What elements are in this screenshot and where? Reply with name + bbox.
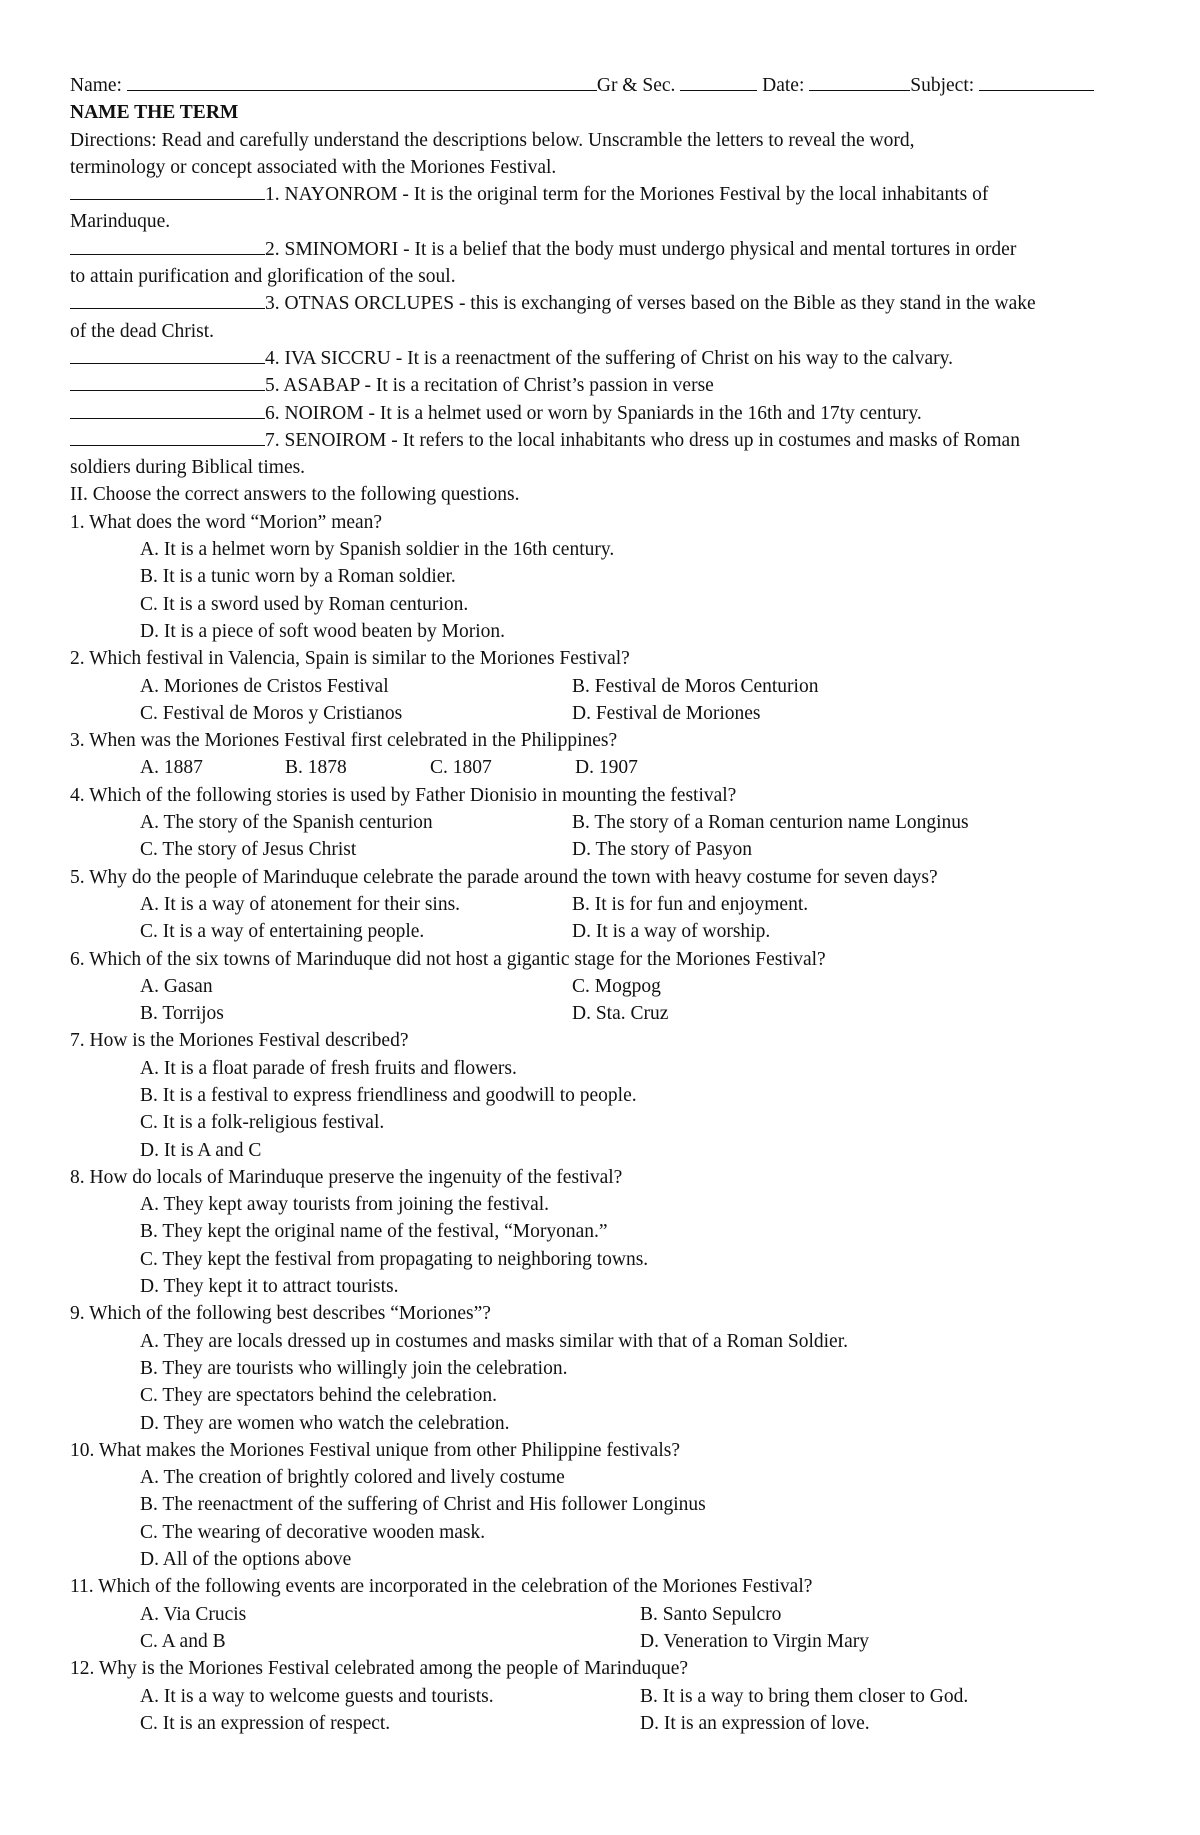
option-d[interactable]: D. All of the options above bbox=[140, 1549, 352, 1571]
term-item-3 bbox=[70, 290, 1135, 317]
option-c[interactable]: C. It is a folk-religious festival. bbox=[140, 1112, 385, 1134]
options-row bbox=[70, 918, 1135, 945]
option-d[interactable]: D. It is a way of worship. bbox=[572, 921, 771, 943]
name-blank[interactable] bbox=[127, 73, 597, 91]
option-c[interactable]: C. It is a way of entertaining people. bbox=[140, 921, 425, 943]
option-d[interactable]: D. It is a piece of soft wood beaten by Morion. bbox=[140, 620, 505, 642]
option-c[interactable]: C. The wearing of decorative wooden mask. bbox=[140, 1521, 486, 1543]
subject-blank[interactable] bbox=[979, 73, 1094, 91]
options-row bbox=[70, 1601, 1135, 1628]
question-12: 12. Why is the Moriones Festival celebrated among the people of Marinduque? bbox=[70, 1658, 689, 1680]
option-c[interactable]: C. A and B bbox=[140, 1630, 226, 1652]
option-a[interactable]: A. Moriones de Cristos Festival bbox=[140, 675, 389, 697]
part1-title: NAME THE TERM bbox=[70, 102, 239, 124]
term-item-text: 7. SENOIROM - It refers to the local inhabitants who dress up in costumes and masks of Roman bbox=[265, 429, 1020, 451]
option-b[interactable]: B. Torrijos bbox=[140, 1003, 224, 1025]
option-b[interactable]: B. It is a tunic worn by a Roman soldier. bbox=[140, 566, 456, 588]
question-4: 4. Which of the following stories is used by Father Dionisio in mounting the festival? bbox=[70, 784, 737, 806]
term-item-text: 2. SMINOMORI - It is a belief that the body must undergo physical and mental tortures in order bbox=[265, 238, 1017, 260]
option-c[interactable]: C. It is a sword used by Roman centurion. bbox=[140, 593, 469, 615]
worksheet-page bbox=[70, 72, 1135, 1737]
option-b[interactable]: B. The reenactment of the suffering of Christ and His follower Longinus bbox=[140, 1494, 706, 1516]
option-a[interactable]: A. It is a helmet worn by Spanish soldier in the 16th century. bbox=[140, 539, 615, 561]
answer-blank[interactable] bbox=[70, 428, 265, 446]
question-1: 1. What does the word “Morion” mean? bbox=[70, 511, 383, 533]
option-a[interactable]: A. The story of the Spanish centurion bbox=[140, 812, 433, 834]
option-c[interactable]: C. They kept the festival from propagating to neighboring towns. bbox=[140, 1248, 649, 1270]
option-b[interactable]: B. It is a festival to express friendliness and goodwill to people. bbox=[140, 1084, 637, 1106]
question-11: 11. Which of the following events are incorporated in the celebration of the Moriones Festival? bbox=[70, 1576, 813, 1598]
option-a[interactable]: A. Gasan bbox=[140, 975, 213, 997]
answer-blank[interactable] bbox=[70, 291, 265, 309]
term-item-3-cont: of the dead Christ. bbox=[70, 320, 215, 342]
option-b[interactable]: B. They kept the original name of the festival, “Moryonan.” bbox=[140, 1221, 608, 1243]
options-row bbox=[70, 1683, 1135, 1710]
options-row bbox=[70, 836, 1135, 863]
term-item-text: 1. NAYONROM - It is the original term for the Moriones Festival by the local inhabitants of bbox=[265, 184, 989, 206]
option-a[interactable]: A. They are locals dressed up in costumes and masks similar with that of a Roman Soldier. bbox=[140, 1330, 849, 1352]
option-a[interactable]: A. Via Crucis bbox=[140, 1603, 247, 1625]
option-d[interactable]: D. Veneration to Virgin Mary bbox=[640, 1630, 870, 1652]
option-d[interactable]: D. 1907 bbox=[575, 757, 638, 779]
option-b[interactable]: B. Santo Sepulcro bbox=[640, 1603, 782, 1625]
option-c[interactable]: C. Festival de Moros y Cristianos bbox=[140, 702, 403, 724]
option-a[interactable]: A. 1887 bbox=[140, 757, 203, 779]
option-d[interactable]: D. Sta. Cruz bbox=[572, 1003, 669, 1025]
term-item-6 bbox=[70, 400, 1135, 427]
options-row bbox=[70, 973, 1135, 1000]
options-row bbox=[70, 700, 1135, 727]
question-6: 6. Which of the six towns of Marinduque did not host a gigantic stage for the Moriones Festival? bbox=[70, 948, 826, 970]
option-c[interactable]: C. It is an expression of respect. bbox=[140, 1712, 391, 1734]
option-c[interactable]: C. Mogpog bbox=[572, 975, 661, 997]
option-c[interactable]: C. 1807 bbox=[430, 757, 492, 779]
grsec-blank[interactable] bbox=[680, 73, 757, 91]
options-row bbox=[70, 891, 1135, 918]
date-blank[interactable] bbox=[809, 73, 910, 91]
subject-label: Subject: bbox=[910, 75, 975, 96]
option-d[interactable]: D. It is an expression of love. bbox=[640, 1712, 870, 1734]
option-d[interactable]: D. It is A and C bbox=[140, 1139, 262, 1161]
term-item-5 bbox=[70, 372, 1135, 399]
term-item-text: 6. NOIROM - It is a helmet used or worn by Spaniards in the 16th and 17ty century. bbox=[265, 402, 922, 424]
term-item-2 bbox=[70, 236, 1135, 263]
options-row bbox=[70, 673, 1135, 700]
question-5: 5. Why do the people of Marinduque celebrate the parade around the town with heavy costume for seven days? bbox=[70, 866, 938, 888]
options-row bbox=[70, 1628, 1135, 1655]
options-row bbox=[70, 1710, 1135, 1737]
question-8: 8. How do locals of Marinduque preserve the ingenuity of the festival? bbox=[70, 1166, 623, 1188]
option-a[interactable]: A. It is a way to welcome guests and tourists. bbox=[140, 1685, 494, 1707]
grsec-label: Gr & Sec. bbox=[596, 75, 676, 96]
option-a[interactable]: A. The creation of brightly colored and lively costume bbox=[140, 1467, 565, 1489]
term-item-1-cont: Marinduque. bbox=[70, 211, 171, 233]
part2-title: II. Choose the correct answers to the following questions. bbox=[70, 484, 520, 506]
question-9: 9. Which of the following best describes “Moriones”? bbox=[70, 1303, 491, 1325]
option-d[interactable]: D. Festival de Moriones bbox=[572, 702, 761, 724]
option-b[interactable]: B. It is a way to bring them closer to God. bbox=[640, 1685, 969, 1707]
term-item-7 bbox=[70, 427, 1135, 454]
directions-line-1: Directions: Read and carefully understand the descriptions below. Unscramble the letters to reveal the word, bbox=[70, 129, 915, 151]
options-row bbox=[70, 1000, 1135, 1027]
directions-line-2: terminology or concept associated with the Moriones Festival. bbox=[70, 156, 557, 178]
term-item-text: 5. ASABAP - It is a recitation of Christ’s passion in verse bbox=[265, 375, 714, 397]
question-3: 3. When was the Moriones Festival first celebrated in the Philippines? bbox=[70, 730, 618, 752]
term-item-text: 4. IVA SICCRU - It is a reenactment of the suffering of Christ on his way to the calvary. bbox=[265, 347, 953, 369]
question-10: 10. What makes the Moriones Festival unique from other Philippine festivals? bbox=[70, 1439, 680, 1461]
option-d[interactable]: D. The story of Pasyon bbox=[572, 839, 753, 861]
options-row bbox=[70, 809, 1135, 836]
answer-blank[interactable] bbox=[70, 346, 265, 364]
answer-blank[interactable] bbox=[70, 401, 265, 419]
name-label: Name: bbox=[70, 75, 122, 96]
term-item-4 bbox=[70, 345, 1135, 372]
term-item-1 bbox=[70, 181, 1135, 208]
option-d[interactable]: D. They are women who watch the celebration. bbox=[140, 1412, 510, 1434]
answer-blank[interactable] bbox=[70, 237, 265, 255]
option-b[interactable]: B. Festival de Moros Centurion bbox=[572, 675, 819, 697]
option-c[interactable]: C. The story of Jesus Christ bbox=[140, 839, 357, 861]
option-b[interactable]: B. They are tourists who willingly join the celebration. bbox=[140, 1357, 568, 1379]
term-item-text: 3. OTNAS ORCLUPES - this is exchanging of verses based on the Bible as they stand in the wake bbox=[265, 293, 1036, 315]
term-item-7-cont: soldiers during Biblical times. bbox=[70, 457, 306, 479]
answer-blank[interactable] bbox=[70, 373, 265, 391]
option-b[interactable]: B. It is for fun and enjoyment. bbox=[572, 893, 809, 915]
term-item-2-cont: to attain purification and glorification of the soul. bbox=[70, 266, 456, 288]
question-2: 2. Which festival in Valencia, Spain is similar to the Moriones Festival? bbox=[70, 648, 630, 670]
header-row bbox=[70, 72, 1135, 99]
option-a[interactable]: A. They kept away tourists from joining the festival. bbox=[140, 1194, 550, 1216]
option-b[interactable]: B. 1878 bbox=[285, 757, 347, 779]
option-a[interactable]: A. It is a float parade of fresh fruits and flowers. bbox=[140, 1057, 517, 1079]
option-d[interactable]: D. They kept it to attract tourists. bbox=[140, 1276, 399, 1298]
question-7: 7. How is the Moriones Festival described? bbox=[70, 1030, 409, 1052]
option-c[interactable]: C. They are spectators behind the celebration. bbox=[140, 1385, 498, 1407]
option-a[interactable]: A. It is a way of atonement for their sins. bbox=[140, 893, 461, 915]
answer-blank[interactable] bbox=[70, 182, 265, 200]
date-label: Date: bbox=[762, 75, 805, 96]
option-b[interactable]: B. The story of a Roman centurion name Longinus bbox=[572, 812, 969, 834]
options-row bbox=[70, 754, 1135, 781]
